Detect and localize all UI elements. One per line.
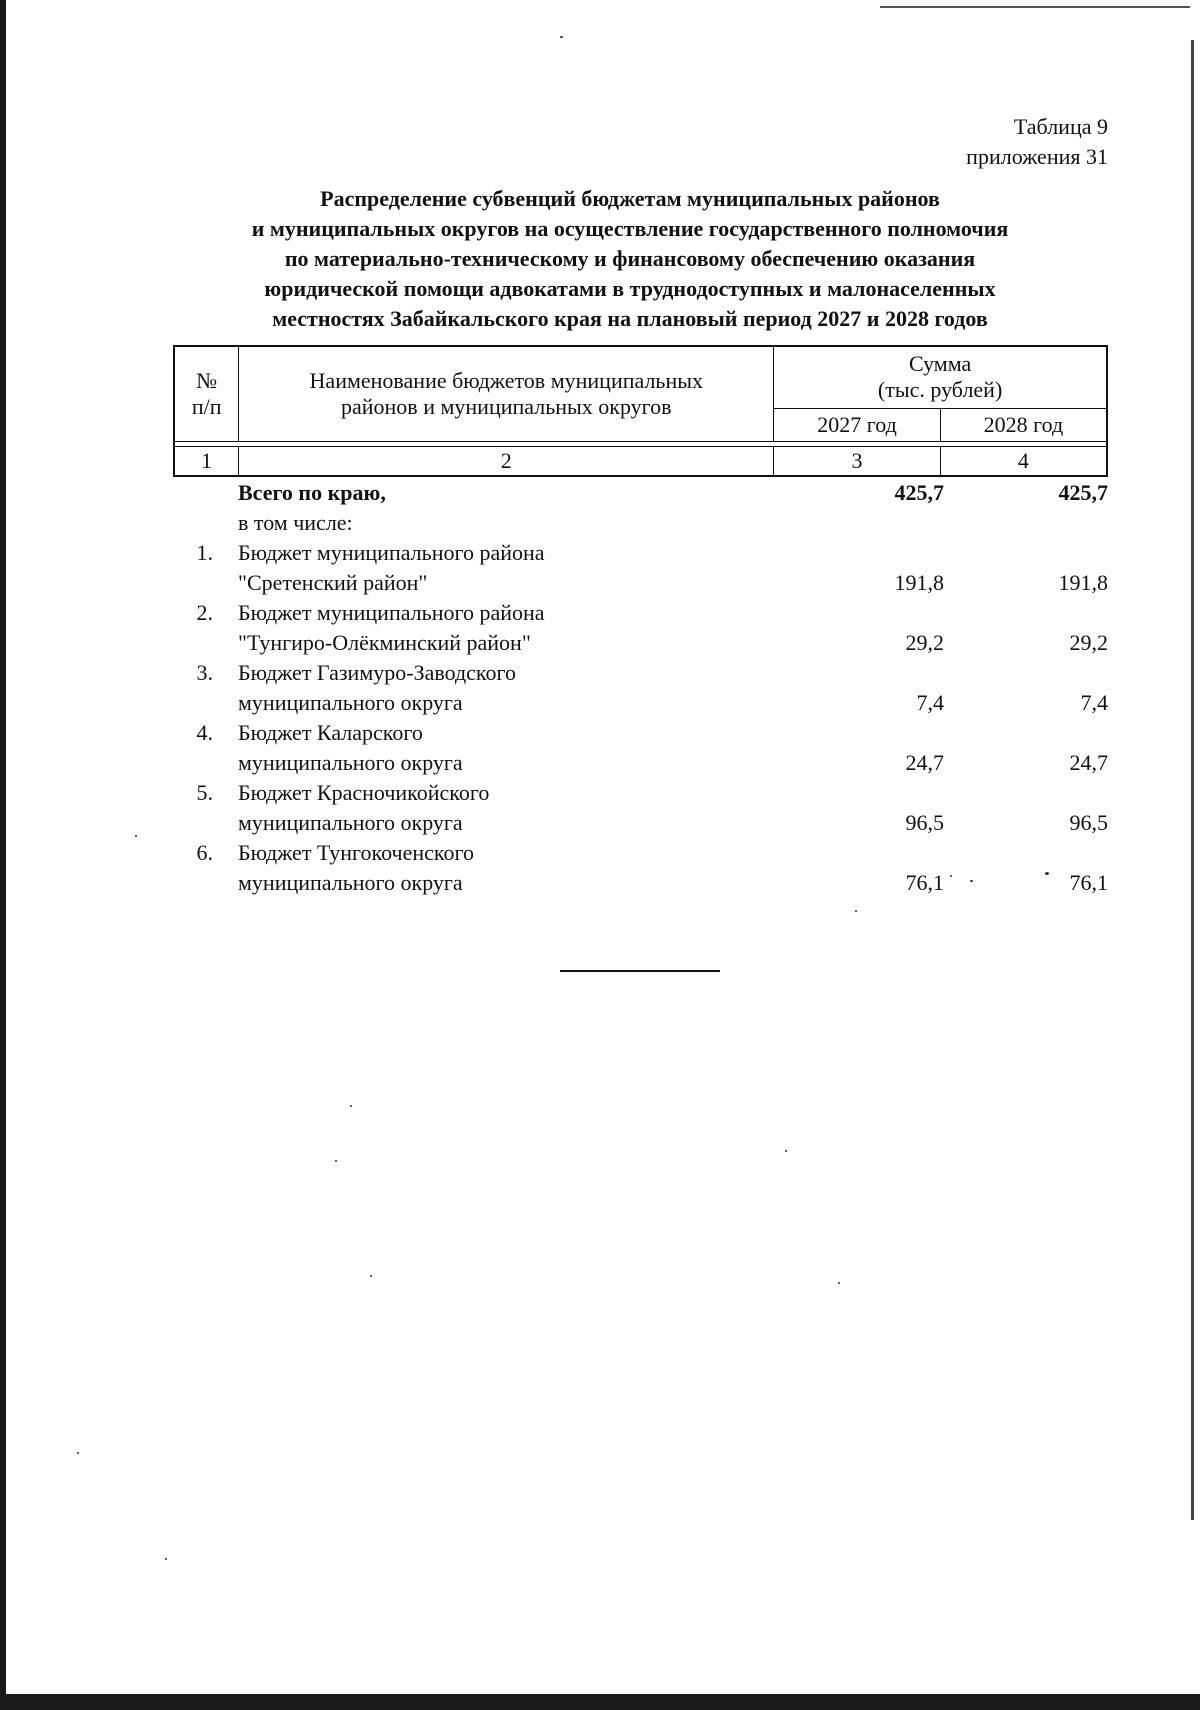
scan-speck [77,1452,79,1454]
table-row [173,718,1108,748]
row-name-line2: муниципального округа [238,690,463,715]
row-name-line1: Бюджет муниципального района [238,600,545,625]
table-row [173,658,1108,688]
row-name-line1: Бюджет Каларского [238,720,423,745]
scan-speck [335,1160,337,1162]
scan-speck [785,1150,787,1152]
scan-edge-top [880,6,1190,8]
table-row-cont [173,628,1108,658]
table-row-cont [173,868,1108,898]
column-number-2: 2 [239,447,774,477]
row-name-line1: Бюджет муниципального района [238,540,545,565]
row-name-line1: Бюджет Газимуро-Заводского [238,660,516,685]
row-number: 6. [196,840,213,865]
row-name-line2: "Тунгиро-Олёкминский район" [238,630,531,655]
row-value-2028: 7,4 [1080,690,1108,715]
header-sum-unit: (тыс. рублей) [877,377,1003,403]
row-number: 3. [196,660,213,685]
row-name-line2: муниципального округа [238,870,463,895]
header-sum [774,346,1107,408]
header-num-abbr: п/п [191,394,222,419]
column-number-4: 4 [940,447,1107,477]
row-value-2027: 24,7 [905,750,944,775]
subtotal-caption: в том числе: [238,510,353,535]
row-name-line2: муниципального округа [238,810,463,835]
header-num [174,346,239,442]
header-num-symbol: № [196,368,218,393]
row-value-2028: 29,2 [1069,630,1108,655]
table-row-cont [173,808,1108,838]
header-name-line: Наименование бюджетов муниципальных [309,368,704,393]
row-number: 1. [196,540,213,565]
row-name-line1: Бюджет Тунгокоченского [238,840,474,865]
title-line: юридической помощи адвокатами в труднодоступных и малонаселенных [264,276,996,301]
header-sum-line: Сумма [908,351,972,377]
header-year-2027: 2027 год [774,408,941,441]
scan-speck [855,910,857,912]
title-line: местностях Забайкальского края на плановый период 2027 и 2028 годов [272,306,988,331]
table-row-cont [173,688,1108,718]
scan-speck [135,835,137,837]
table-row [173,778,1108,808]
row-value-2027: 96,5 [905,810,944,835]
title-line: по материально-техническому и финансовому обеспечению оказания [284,246,976,271]
scan-speck [370,1275,372,1277]
scan-edge-bottom [0,1694,1200,1710]
table-row-cont [173,568,1108,598]
total-row [173,478,1108,508]
title-line: и муниципальных округов на осуществление государственного полномочия [251,216,1009,241]
table-row-cont [173,748,1108,778]
total-2028: 425,7 [1058,480,1108,505]
appendix-label: приложения 31 [966,144,1108,169]
row-value-2027: 29,2 [905,630,944,655]
row-name-line1: Бюджет Красночикойского [238,780,490,805]
table-label: Таблица 9 [1013,114,1108,139]
row-value-2028: 24,7 [1069,750,1108,775]
row-value-2028: 76,1 [1069,870,1108,895]
column-number-3: 3 [774,447,941,477]
title-line: Распределение субвенций бюджетам муниципальных районов [320,186,940,211]
scan-edge-right [1191,40,1194,1520]
table-reference [966,112,1108,172]
subtotal-caption-row [173,508,1108,538]
scan-speck [350,1105,352,1107]
table-row [173,538,1108,568]
table-row [173,598,1108,628]
scan-edge-left [0,0,6,1710]
row-value-2027: 7,4 [916,690,944,715]
header-name [239,346,774,442]
row-value-2027: 76,1 [905,870,944,895]
table-body [173,478,1108,898]
scan-speck [560,36,563,38]
row-value-2028: 96,5 [1069,810,1108,835]
table-header [173,345,1108,477]
row-value-2027: 191,8 [894,570,944,595]
row-number: 4. [196,720,213,745]
scan-speck [165,1558,167,1560]
end-of-table-rule [560,970,720,972]
column-number-1: 1 [174,447,239,477]
scan-speck [838,1282,840,1284]
table-row [173,838,1108,868]
total-label: Всего по краю, [238,480,386,505]
row-number: 5. [196,780,213,805]
row-name-line2: "Сретенский район" [238,570,428,595]
total-2027: 425,7 [894,480,944,505]
row-name-line2: муниципального округа [238,750,463,775]
document-title [160,184,1100,334]
row-value-2028: 191,8 [1058,570,1108,595]
row-number: 2. [196,600,213,625]
header-year-2028: 2028 год [940,408,1107,441]
header-name-line: районов и муниципальных округов [341,394,672,419]
